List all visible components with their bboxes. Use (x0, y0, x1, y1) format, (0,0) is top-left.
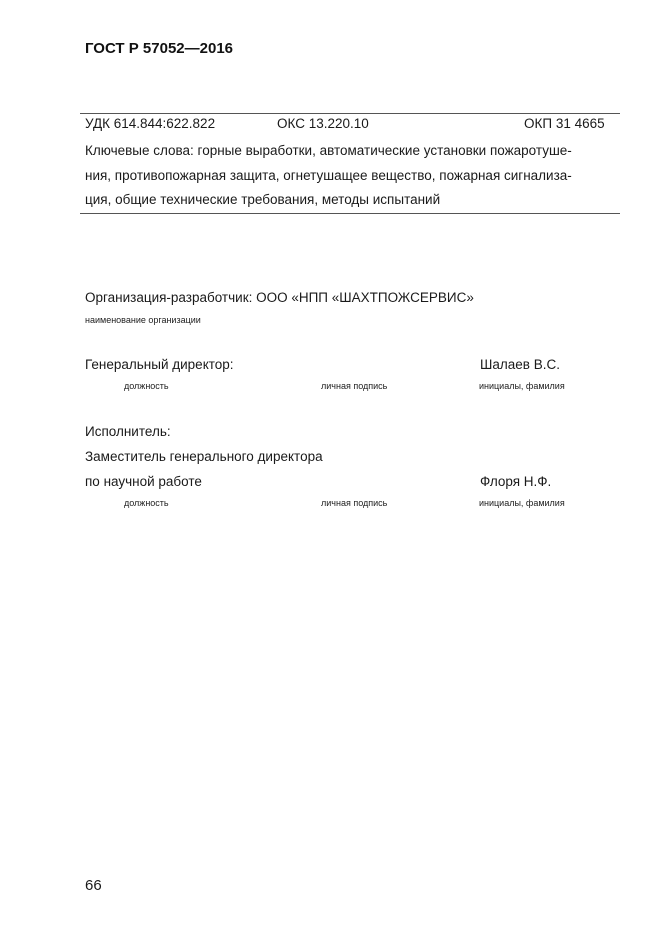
executor-caption-signature: личная подпись (321, 498, 388, 508)
director-position: Генеральный директор: (85, 357, 234, 372)
organization-caption: наименование организации (85, 315, 201, 325)
page-number: 66 (85, 877, 102, 894)
standard-title: ГОСТ Р 57052—2016 (85, 40, 234, 57)
executor-caption-position: должность (124, 498, 169, 508)
director-caption-position: должность (124, 381, 169, 391)
keywords-line-2: ния, противопожарная защита, огнетушащее вещество, пожарная сигнализа- (85, 167, 572, 183)
keywords-paragraph (85, 139, 613, 213)
executor-position-line-2: по научной работе (85, 474, 202, 489)
bottom-rule (80, 213, 620, 214)
keywords-line-1: Ключевые слова: горные выработки, автоматические установки пожаротуше- (85, 143, 572, 158)
executor-caption-name: инициалы, фамилия (479, 498, 565, 508)
oks-code: ОКС 13.220.10 (277, 116, 369, 131)
director-caption-signature: личная подпись (321, 381, 388, 391)
keywords-line-3: ция, общие технические требования, методы испытаний (85, 192, 441, 207)
udk-code: УДК 614.844:622.822 (85, 116, 216, 131)
director-caption-name: инициалы, фамилия (479, 381, 565, 391)
director-name: Шалаев В.С. (480, 357, 560, 372)
executor-name: Флоря Н.Ф. (480, 474, 552, 489)
executor-heading: Исполнитель: (85, 424, 171, 439)
developer-organization: Организация-разработчик: ООО «НПП «ШАХТПОЖСЕРВИС» (85, 290, 474, 305)
top-rule (80, 113, 620, 114)
executor-position-line-1: Заместитель генерального директора (85, 449, 323, 464)
okp-code: ОКП 31 4665 (524, 116, 605, 131)
